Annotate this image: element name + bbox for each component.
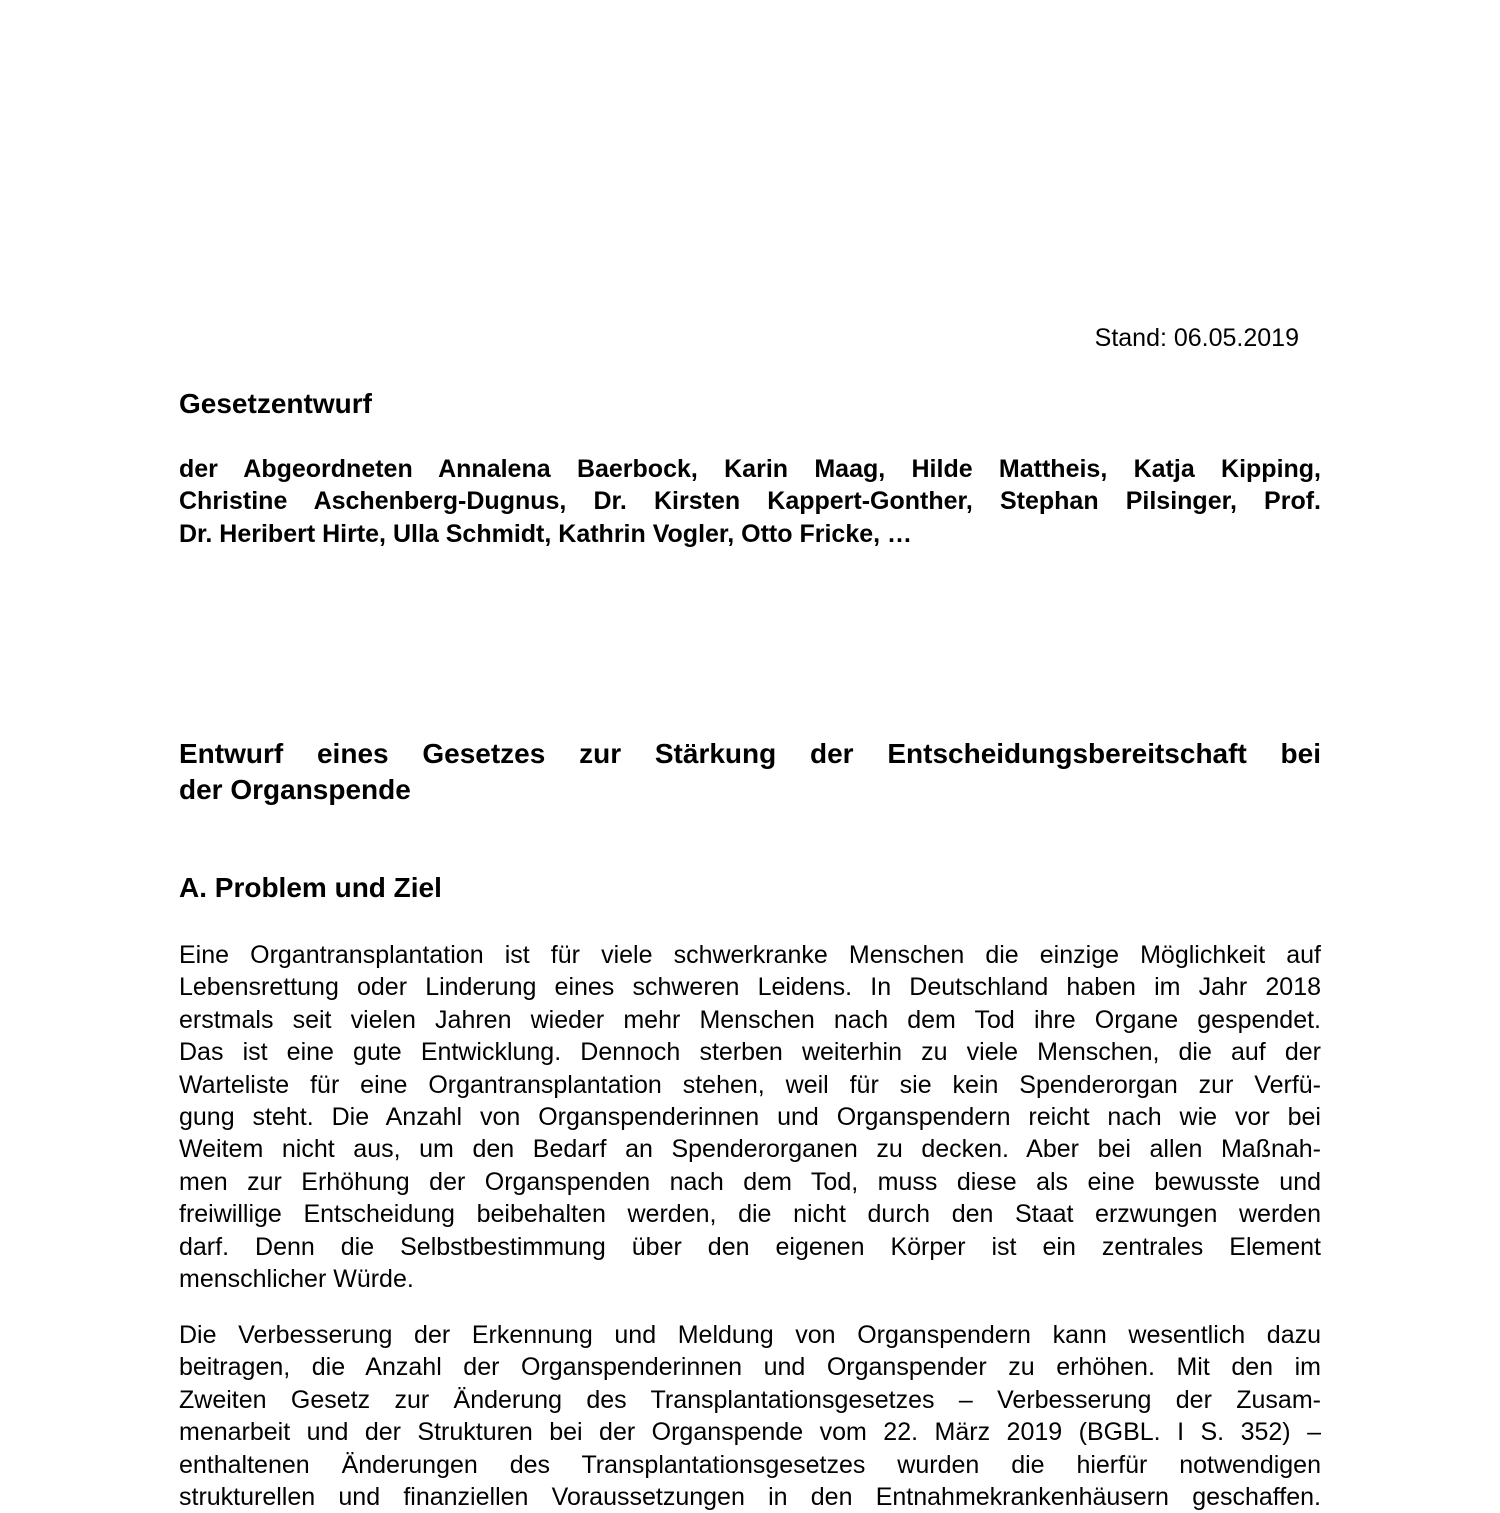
text-line: men zur Erhöhung der Organspenden nach dem Tod, muss diese als eine bewusste und	[179, 1167, 1321, 1196]
text-line: Die Verbesserung der Erkennung und Meldung von Organspendern kann wesentlich dazu	[179, 1321, 1321, 1349]
text-line: enthaltenen Änderungen des Transplantationsgesetzes wurden die hierfür notwendigen	[179, 1450, 1321, 1479]
text-line: erstmals seit vielen Jahren wieder mehr Menschen nach dem Tod ihre Organe gespendet.	[179, 1005, 1321, 1034]
text-line: Weitem nicht aus, um den Bedarf an Spenderorganen zu decken. Aber bei allen Maßnah-	[179, 1135, 1321, 1164]
text-line: gung steht. Die Anzahl von Organspenderinnen und Organspendern reicht nach wie vor bei	[179, 1102, 1321, 1131]
text-line: menarbeit und der Strukturen bei der Organspende vom 22. März 2019 (BGBL. I S. 352) –	[179, 1418, 1321, 1447]
section-heading: A. Problem und Ziel	[179, 872, 442, 903]
text-line: Zweiten Gesetz zur Änderung des Transplantationsgesetzes – Verbesserung der Zusam-	[179, 1385, 1321, 1414]
paragraph-2	[179, 1319, 1321, 1513]
text-line: Lebensrettung oder Linderung eines schweren Leidens. In Deutschland haben im Jahr 2018	[179, 973, 1321, 1002]
paragraph-1	[179, 939, 1321, 1295]
title-line: Entwurf eines Gesetzes zur Stärkung der Entscheidungsbereitschaft bei	[179, 738, 1321, 769]
text-line: strukturellen und finanziellen Voraussetzungen in den Entnahmekrankenhäusern geschaffen.	[179, 1482, 1321, 1511]
authors-line: der Abgeordneten Annalena Baerbock, Karin Maag, Hilde Mattheis, Katja Kipping,	[179, 455, 1321, 483]
authors-line: Dr. Heribert Hirte, Ulla Schmidt, Kathrin Vogler, Otto Fricke, …	[179, 519, 913, 548]
law-title	[179, 736, 1321, 808]
text-line: menschlicher Würde.	[179, 1264, 414, 1293]
document-date: Stand: 06.05.2019	[1094, 324, 1299, 352]
text-line: Das ist eine gute Entwicklung. Dennoch sterben weiterhin zu viele Menschen, die auf der	[179, 1038, 1321, 1067]
document-type-heading: Gesetzentwurf	[179, 388, 372, 419]
authors-line: Christine Aschenberg-Dugnus, Dr. Kirsten Kappert-Gonther, Stephan Pilsinger, Prof.	[179, 487, 1321, 516]
title-line: der Organspende	[179, 774, 411, 805]
text-line: Eine Organtransplantation ist für viele schwerkranke Menschen die einzige Möglichkeit auf	[179, 941, 1321, 969]
text-line: darf. Denn die Selbstbestimmung über den eigenen Körper ist ein zentrales Element	[179, 1232, 1321, 1261]
text-line: beitragen, die Anzahl der Organspenderinnen und Organspender zu erhöhen. Mit den im	[179, 1353, 1321, 1382]
text-line: freiwillige Entscheidung beibehalten werden, die nicht durch den Staat erzwungen werden	[179, 1200, 1321, 1229]
authors-block	[179, 453, 1321, 550]
text-line: Warteliste für eine Organtransplantation stehen, weil für sie kein Spenderorgan zur Verfü-	[179, 1070, 1321, 1099]
